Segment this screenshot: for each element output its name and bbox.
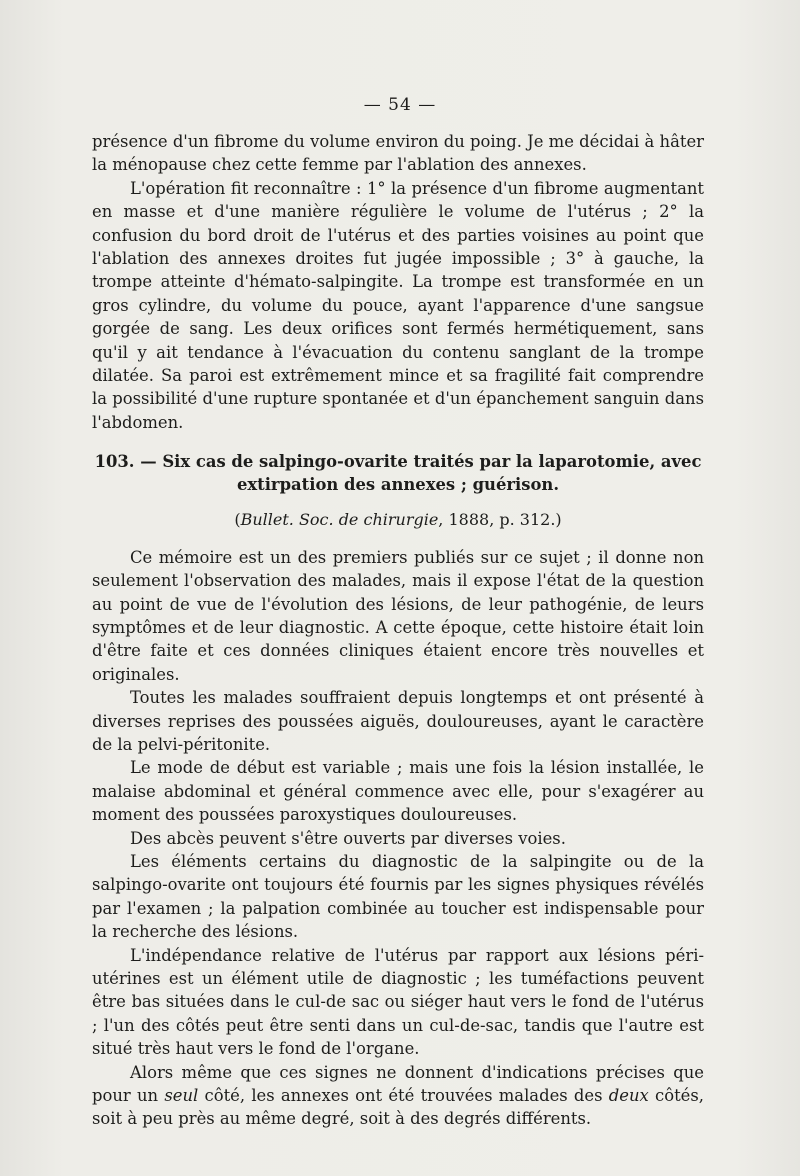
paragraph: Le mode de début est variable ; mais une fois la lésion installée, le malaise abdominal et général commence avec elle, pour s'exagérer au moment des poussées paroxystiques douloureuses. [92, 758, 704, 825]
paragraph-last [92, 1061, 704, 1131]
citation: (Bullet. Soc. de chirurgie, 1888, p. 312.) [234, 510, 562, 530]
text-run: côtés, soit à peu près au même degré, soit à des degrés différents. [92, 1086, 704, 1129]
citation-details: , 1888, p. 312. [438, 510, 556, 530]
text-run: côté, les annexes ont été trouvées malades des [198, 1086, 609, 1106]
paragraph: Des abcès peuvent s'être ouverts par diverses voies. [130, 828, 566, 848]
paragraph-operation: L'opération fit reconnaître : 1° la présence d'un fibrome augmentant en masse et d'une manière régulière le volume de l'utérus ; 2° la confusion du bord droit de l'utérus et des parties voisines au point que l'ablation des annexes droites fut jugée impossible ; 3° à gauche, la trompe atteinte d'hémato-salpingite. La trompe est transformée en un gros cylindre, du volume du pouce, ayant l'apparence d'une sangsue gorgée de sang. Les deux orifices sont fermés hermétiquement, sans qu'il y ait tendance à l'évacuation du contenu sanglant de la trompe dilatée. Sa paroi est extrêmement mince et sa fragilité fait comprendre la possibilité d'une rupture spontanée et d'un épanchement sanguin dans l'abdomen. [92, 178, 704, 432]
paragraph: Les éléments certains du diagnostic de la salpingite ou de la salpingo-ovarite ont toujours été fournis par les signes physiques révélés par l'examen ; la palpation combinée au toucher est indispensable pour la recherche des lésions. [92, 851, 704, 942]
section-number: 103. [94, 452, 135, 472]
emphasis-seul: seul [164, 1086, 199, 1106]
paragraph: L'indépendance relative de l'utérus par rapport aux lésions péri-utérines est un élément utile de diagnostic ; les tuméfactions peuvent être bas situées dans le cul-de sac ou siéger haut vers le fond de l'utérus ; l'un des côtés peut être senti dans un cul-de-sac, tandis que l'autre est situé très haut vers le fond de l'organe. [92, 945, 704, 1059]
paragraph: Ce mémoire est un des premiers publiés sur ce sujet ; il donne non seulement l'observation des malades, mais il expose l'état de la question au point de vue de l'évolution des lésions, de leur pathogénie, de leurs symptômes et de leur diagnostic. A cette époque, cette histoire était loin d'être faite et ces données cliniques étaient encore très nouvelles et originales. [92, 547, 704, 684]
body-text [92, 130, 704, 1131]
paragraph-continued: présence d'un fibrome du volume environ du poing. Je me décidai à hâter la ménopause chez cette femme par l'ablation des annexes. [92, 132, 704, 175]
citation-journal: Bullet. Soc. de chirurgie [240, 510, 439, 530]
paragraph: Toutes les malades souffraient depuis longtemps et ont présenté à diverses reprises des poussées aiguës, douloureuses, ayant le caractère de la pelvi-péritonite. [92, 688, 704, 754]
emphasis-deux: deux [608, 1086, 649, 1106]
page-number: — 54 — [363, 95, 437, 115]
section-dash: — [140, 452, 157, 472]
section-heading [92, 451, 704, 496]
text-run: Alors même que ces signes ne donnent d'indications précises que pour un [92, 1062, 704, 1106]
section-title: Six cas de salpingo-ovarite traités par la laparotomie, avec extirpation des annexes ; guérison. [162, 452, 702, 494]
